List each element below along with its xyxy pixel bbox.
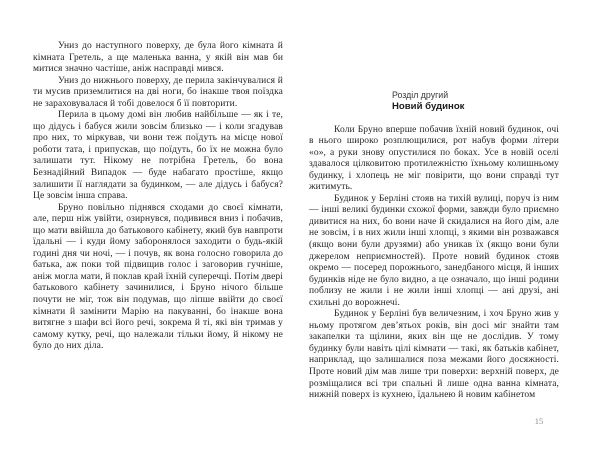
chapter-title: Новий будинок xyxy=(392,100,465,112)
right-page-paragraph: Будинок у Берліні стояв на тихій вулиці, поруч із ним — інші великі будинки схожої форми, завжди було приємно дивитися на них, бо вони наче й скидалися на його дім, але не зовсім, і в них жили інші хлопці, з якими він розважався (якщо вони були друзями) або уникав їх (якщо вони були джерелом неприємностей). Проте новий будинок стояв окремо — посеред порожнього, занедбаного місця, й інших будинків ніде не було видно, а це означало, що інші родини поблизу не жили і не жили інші хлопці — ані друзі, ані схильні до ворожнечі. xyxy=(309,193,559,308)
page-number: 15 xyxy=(534,416,544,426)
right-page-paragraph: Коли Бруно вперше побачив їхній новий будинок, очі в нього широко розплющилися, рот набув форми літери «о», а руки знову опустилися по боках. Усе в новій оселі здавалося цілковитою протилежністю їхньому колишньому будинку, і хлопець не міг повірити, що вони справді тут житимуть. xyxy=(309,124,559,193)
left-page-paragraph: Перила в цьому домі він любив найбільше — як і те, що дідусь і бабуся жили зовсім близько — і коли згадував про них, то міркував, чи вони теж поїдуть на місце нової роботи тата, і припускав, що поїдуть, бо їх не можна було залишати тут. Нікому не потрібна Гретель, бо вона Безнадійний Випадок — буде набагато простіше, якщо залишити її наглядати за будинком, — але дідусь і бабуся? Це зовсім інша справа. xyxy=(33,110,283,202)
chapter-label: Розділ другий xyxy=(392,90,449,100)
left-page-paragraph: Униз до нижнього поверху, де перила закінчувалися й ти мусив приземлитися на дві ноги, бо інакше твоя поїздка не зараховувалася й тобі довелося б її повторити. xyxy=(33,75,283,109)
chapter-heading xyxy=(392,90,559,112)
right-page-text xyxy=(309,125,559,402)
left-page-paragraph: Униз до наступного поверху, де була його кімната й кімната Гретель, а ще маленька ванна, у якій він мав би митися значно частіше, аніж насправді мився. xyxy=(33,41,283,75)
right-page xyxy=(309,90,559,402)
left-page-paragraph: Бруно повільно піднявся сходами до своєї кімнати, але, перш ніж увійти, озирнувся, подивився вниз і побачив, що мати ввійшла до батькового кабінету, який був навпроти їдальні — і куди йому заборонялося заходити о будь-якій годині дня чи ночі, — і почув, як вона голосно говорила до батька, аж поки той підвищив голос і заговорив гучніше, аніж могла мати, й поклав край їхній суперечці. Потім двері батькового кабінету зачинилися, і Бруно нічого більше почути не міг, тож він подумав, що ліпше ввійти до своєї кімнати й замінити Марію на пакуванні, бо інакше вона витягне з шафи всі його речі, зокрема й ті, які він тримав у самому кутку, речі, що належали тільки йому, й нікому не було до них діла. xyxy=(33,202,283,352)
right-page-paragraph: Будинок у Берліні був величезним, і хоч Бруно жив у ньому протягом дев’ятьох років, він досі міг знайти там закапелки та щілини, яких він ще не дослідив. У тому будинку були навіть цілі кімнати — такі, як батьків кабінет, наприклад, що залишалися поза межами його досяжності. Проте новий дім мав лише три поверхи: верхній поверх, де розміщалися всі три спальні й лише одна ванна кімната, нижній поверх із кухнею, їдальнею й новим кабінетом xyxy=(309,309,559,401)
left-page xyxy=(33,41,283,353)
